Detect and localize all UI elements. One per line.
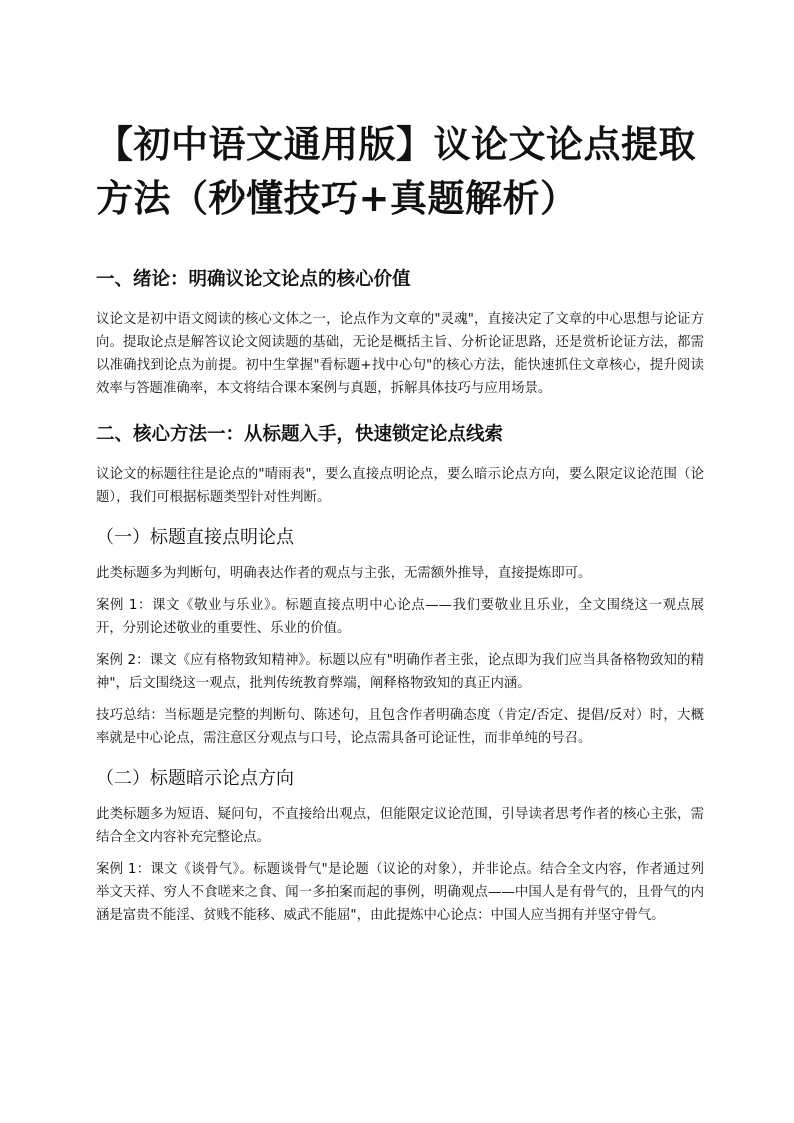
method-one-intro-paragraph: 议论文的标题往往是论点的"晴雨表"，要么直接点明论点，要么暗示论点方向，要么限定议论范围（论题），我们可根据标题类型针对性判断。: [96, 467, 704, 505]
section-spacer: [96, 409, 704, 421]
implied-thesis-description: 此类标题多为短语、疑问句，不直接给出观点，但能限定议论范围，引导读者思考作者的核心主张，需结合全文内容补充完整论点。: [96, 807, 704, 845]
direct-thesis-description: 此类标题多为判断句，明确表达作者的观点与主张，无需额外推导，直接提炼即可。: [96, 566, 592, 581]
implied-thesis-example-1: 案例 1：课文《谈骨气》。标题谈骨气"是论题（议论的对象），并非论点。结合全文内容，作者通过列举文天祥、穷人不食嗟来之食、闻一多拍案而起的事例，明确观点——中国人是有骨气的，且骨气的内涵是富贵不能淫、贫贱不能移、威武不能屈"，由此提炼中心论点：中国人应当拥有并坚守骨气。: [96, 862, 704, 923]
subsection-heading-direct-thesis: （一）标题直接点明论点: [96, 527, 294, 548]
direct-thesis-example-2: 案例 2：课文《应有格物致知精神》。标题以应有"明确作者主张，论点即为我们应当具备格物致知的精神"，后文围绕这一观点，批判传统教育弊端，阐释格物致知的真正内涵。: [96, 653, 704, 691]
subsection-heading-implied-thesis: （二）标题暗示论点方向: [96, 768, 294, 789]
section-heading-method-one: 二、核心方法一：从标题入手，快速锁定论点线索: [96, 424, 504, 445]
section-heading-introduction: 一、绪论：明确议论文论点的核心价值: [96, 269, 411, 290]
direct-thesis-tip-summary: 技巧总结：当标题是完整的判断句、陈述句，且包含作者明确态度（肯定/否定、提倡/反对）时，大概率就是中心论点，需注意区分观点与口号，论点需具备可论证性，而非单纯的号召。: [96, 708, 704, 746]
document-page: [96, 118, 704, 936]
document-title: 【初中语文通用版】议论文论点提取方法（秒懂技巧+真题解析）: [96, 123, 696, 220]
introduction-paragraph: 议论文是初中语文阅读的核心文体之一，论点作为文章的"灵魂"，直接决定了文章的中心思想与论证方向。提取论点是解答议论文阅读题的基础，无论是概括主旨、分析论证思路，还是赏析论证方法，都需以准确找到论点为前提。初中生掌握"看标题+找中心句"的核心方法，能快速抓住文章核心，提升阅读效率与答题准确率，本文将结合课本案例与真题，拆解具体技巧与应用场景。: [96, 312, 704, 396]
direct-thesis-example-1: 案例 1：课文《敬业与乐业》。标题直接点明中心论点——我们要敬业且乐业，全文围绕这一观点展开，分别论述敬业的重要性、乐业的价值。: [96, 598, 704, 636]
